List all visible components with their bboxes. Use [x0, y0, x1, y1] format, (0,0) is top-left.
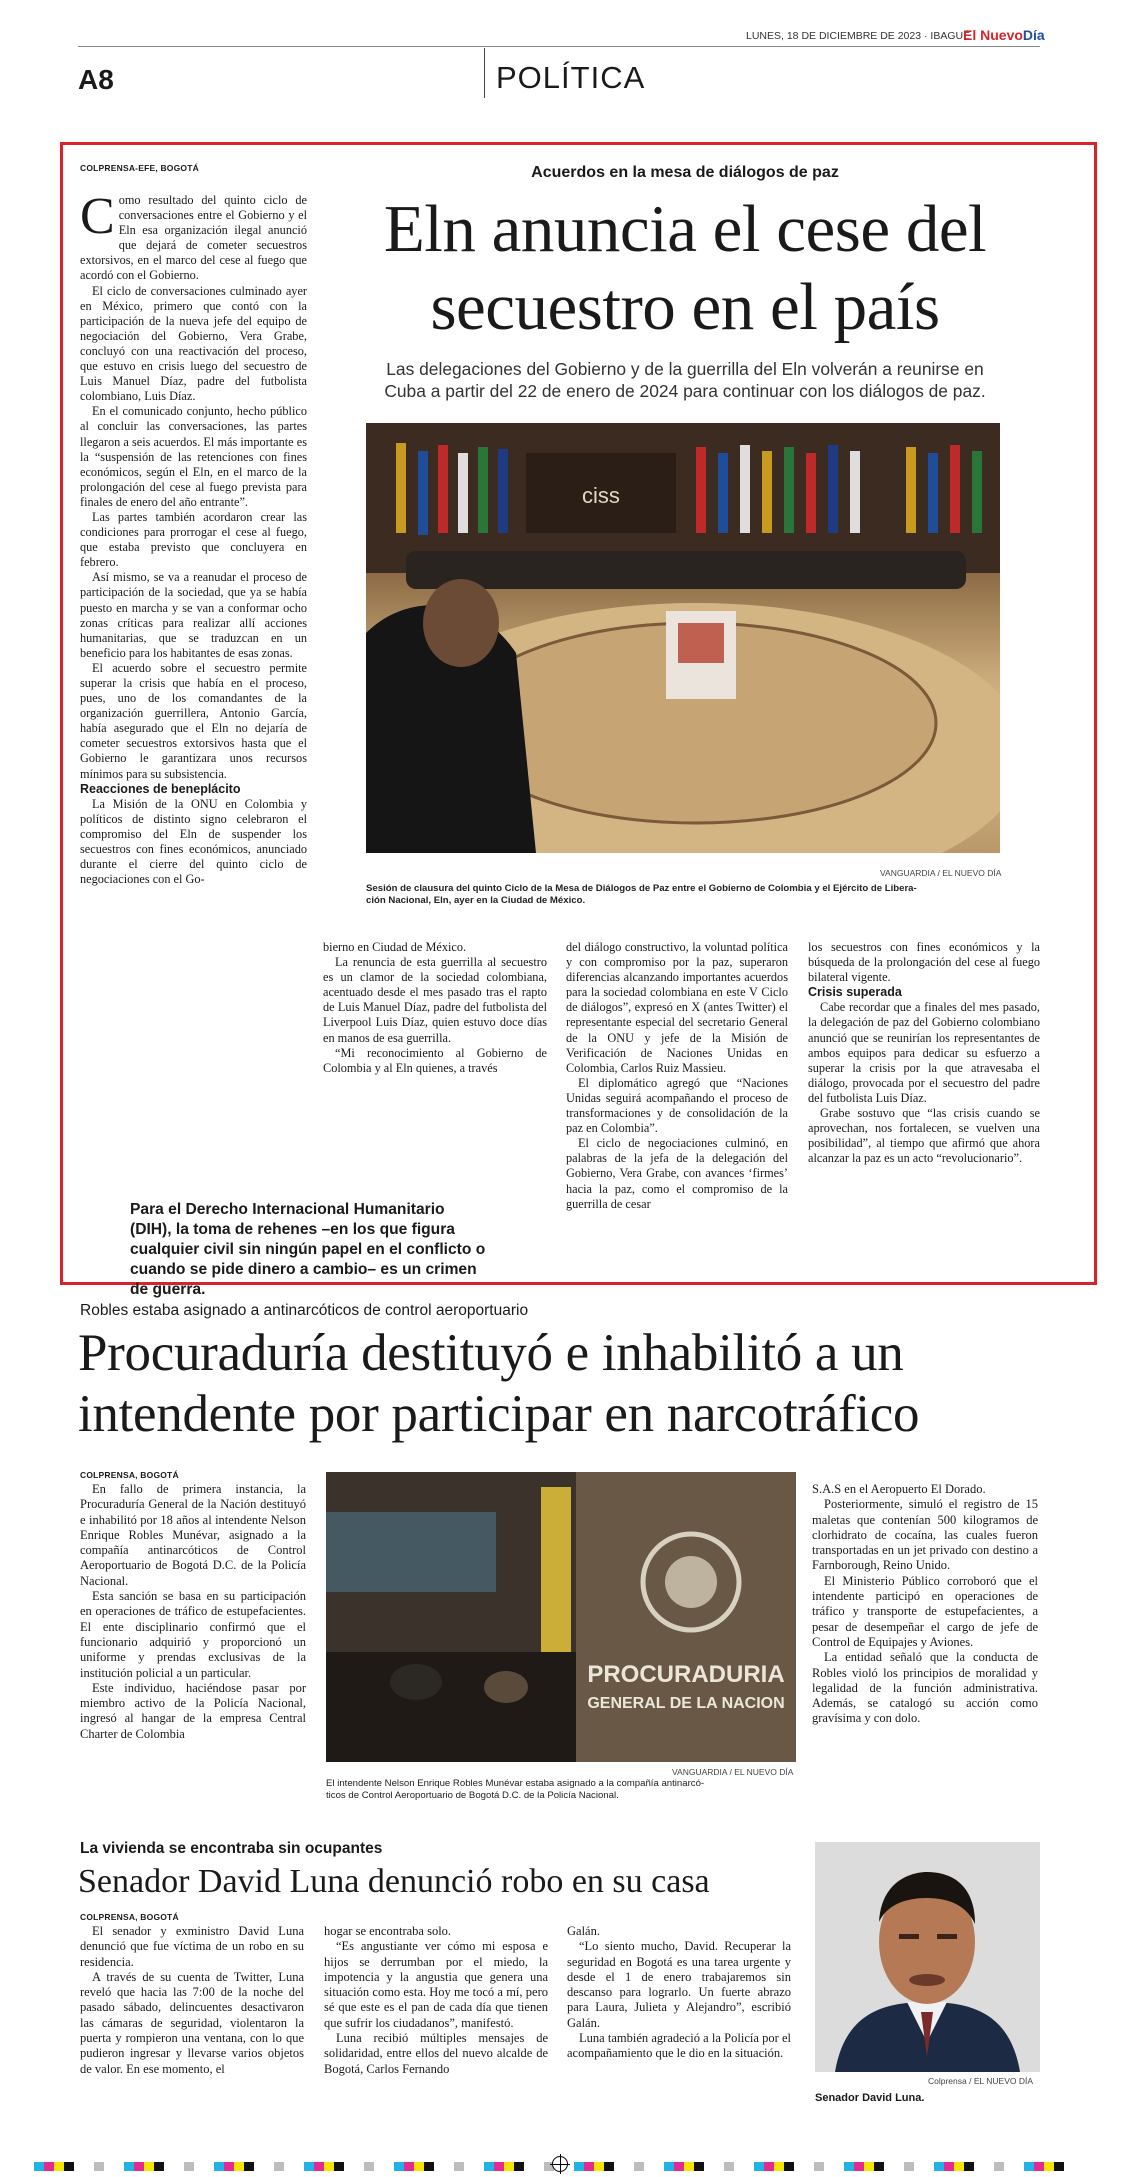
paragraph: El senador y exministro David Luna denunció que fue víctima de un robo en su residencia. [80, 1924, 304, 1969]
photo-credit: VANGUARDIA / EL NUEVO DÍA [672, 1767, 794, 1777]
paragraph: El ciclo de negociaciones culminó, en palabras de la jefa de la delegación del Gobierno, Vera Grabe, con avances ‘firmes’ hacia la paz, como el compromiso de la guerrilla de cesar [566, 1136, 788, 1211]
paragraph: Las partes también acordaron crear las condiciones para prorrogar el cese al fuego, que estaba previsto que concluyera en febrero. [80, 509, 307, 570]
paragraph: bierno en Ciudad de México. [323, 940, 467, 954]
paragraph: En el comunicado conjunto, hecho público al concluir las conversaciones, las partes llegaron a seis acuerdos. El más importante es la “suspensión de las retenciones con fines económicos, según el Eln, en el marco de la prolongación del cese al fuego prevista para finales de enero del año entrante”. [80, 404, 307, 509]
photo-illustration [326, 1472, 796, 1762]
paragraph: Esta sanción se basa en su participación en operaciones de tráfico de estupefacientes. El ente disciplinario confirmó que el funcionario adquirió y proporcionó un uniforme y prendas exclusivas de la institución policial a un particular. [80, 1589, 306, 1680]
deck-line-2: Cuba a partir del 22 de enero de 2024 para continuar con los diálogos de paz. [384, 381, 986, 401]
subheading: Reacciones de beneplácito [80, 781, 241, 796]
paragraph: La Misión de la ONU en Colombia y políticos de distinto signo celebraron el compromiso del Eln de suspender los secuestros con fines económicos, anunciado durante el cierre del quinto ciclo de negociaciones con el Go- [80, 796, 307, 887]
article-column-4 [808, 940, 1040, 1166]
paragraph: omo resultado del quinto ciclo de conversaciones entre el Gobierno y el Eln esa organización ilegal anunció que dejará de cometer secuestros extorsivos, en el marco del cese al fuego que acordó con el Gobierno. [80, 193, 307, 283]
caption-line-2: ción Nacional, Eln, ayer en la Ciudad de México. [366, 895, 586, 906]
headline-line-2: secuestro en el país [430, 270, 940, 344]
pull-quote-line: cualquier civil sin ningún papel en el conflicto o [130, 1241, 486, 1258]
deck [330, 358, 1040, 402]
kicker: Acuerdos en la mesa de diálogos de paz [531, 164, 839, 181]
headline [78, 1323, 1068, 1445]
page-number: A8 [78, 64, 114, 95]
headline: Senador David Luna denunció robo en su casa [78, 1863, 710, 1900]
paragraph: Cabe recordar que a finales del mes pasado, la delegación de paz del Gobierno colombiano anunció que se reunirían los representantes de ambos equipos para dedicar su esfuerzo a superar la crisis por la que atravesaba el diálogo, provocada por el secuestro del padre del futbolista Luis Díaz. [808, 1000, 1040, 1105]
article-column-1 [80, 188, 307, 887]
paragraph: Grabe sostuvo que “las crisis cuando se aprovechan, nos fortalecen, se vuelven una posibilidad”, al tiempo que afirmó que ahora alcanzar la paz es un acto “revolucionario”. [808, 1106, 1040, 1166]
pull-quote-line: Para el Derecho Internacional Humanitario [130, 1201, 445, 1218]
section-divider [484, 48, 485, 98]
drop-cap: C [80, 188, 115, 245]
sign-text-line-2: GENERAL DE LA NACION [587, 1695, 785, 1712]
photo-illustration [815, 1842, 1040, 2072]
paragraph: hogar se encontraba solo. [324, 1924, 452, 1938]
pull-quote-line: cuando se pide dinero a cambio– es un crimen [130, 1261, 477, 1278]
article-column-2 [323, 940, 547, 1076]
subheading: Crisis superada [808, 985, 902, 1000]
byline: COLPRENSA, BOGOTÁ [80, 1470, 179, 1480]
paragraph: “Es angustiante ver cómo mi esposa e hijos se derrumban por el miedo, la impotencia y la angustia que genera una situación como esta. Hoy me tocó a mí, pero sé que este es el pan de cada día que tienen que sufrir los ciudadanos”, manifestó. [324, 1939, 548, 2030]
article-column-1 [80, 1924, 304, 2077]
news-photo-procuraduria [326, 1472, 796, 1762]
news-photo-dialogue-session [366, 423, 1000, 853]
photo-caption: Senador David Luna. [815, 2092, 925, 2104]
paragraph: El ciclo de conversaciones culminado ayer en México, primero que contó con la participación de la nueva jefe del equipo de negociación del Gobierno, Vera Grabe, concluyó con una reactivación del proceso, que estuvo en crisis luego del secuestro de Luis Manuel Díaz, padre del futbolista colombiano, Luis Díaz. [80, 283, 307, 404]
kicker: Robles estaba asignado a antinarcóticos de control aeroportuario [80, 1302, 529, 1319]
paragraph: Luna también agradeció a la Policía por el acompañamiento que le dio en la situación. [567, 2031, 791, 2061]
caption-line-1: Sesión de clausura del quinto Ciclo de la Mesa de Diálogos de Paz entre el Gobierno de Colombia y el Ejército de Libera- [366, 883, 917, 894]
brand-logo-text: El Nuevo [963, 27, 1023, 43]
photo-credit: VANGUARDIA / EL NUEVO DÍA [880, 868, 1002, 878]
paragraph: del diálogo constructivo, la voluntad política y con compromiso por la paz, superaron diferencias alcanzando importantes acuerdos para la sociedad colombiana en este V Ciclo de diálogos”, expresó en X (antes Twitter) el representante especial del secretario General de la ONU y jefe de la Misión de Verificación de Naciones Unidas en Colombia, Carlos Ruiz Massieu. [566, 940, 788, 1075]
paragraph: los secuestros con fines económicos y la búsqueda de la prolongación del cese al fuego bilateral vigente. [808, 940, 1040, 985]
article-column-3 [566, 940, 788, 1212]
header-rule [78, 46, 1040, 47]
photo-logo-text: ciss [582, 483, 620, 508]
paragraph: El Ministerio Público corroboró que el intendente participó en operaciones de tráfico y transporte de estupefacientes, a pesar de desempeñar el cargo de jefe de Control de Equipajes y Aviones. [812, 1573, 1038, 1649]
article-column-3 [812, 1482, 1038, 1727]
paragraph: En fallo de primera instancia, la Procuraduría General de la Nación destituyó e inhabilitó por 18 años al intendente Nelson Enrique Robles Munévar, asignado a la compañía antinarcóticos de Control Aeroportuario de Bogotá D.C. de la Policía Nacional. [80, 1482, 306, 1588]
paragraph: La entidad señaló que la conducta de Robles violó los principios de moralidad y legalidad de la función administrativa. Además, se catalogó su acción como gravísima y con dolo. [812, 1650, 1038, 1726]
portrait-photo-david-luna [815, 1842, 1040, 2072]
sign-text-line-1: PROCURADURIA [587, 1661, 785, 1688]
section-title: POLÍTICA [496, 60, 646, 95]
paragraph: Así mismo, se va a reanudar el proceso de participación de la sociedad, que ya se había puesto en marcha y se van a conformar ocho zonas críticas para realizar allí acciones humanitarias, que se traduzcan en un beneficio para los habitantes de esas zonas. [80, 570, 307, 660]
paragraph: S.A.S en el Aeropuerto El Dorado. [812, 1482, 986, 1496]
caption-line-1: El intendente Nelson Enrique Robles Munévar estaba asignado a la compañía antinarcó- [326, 1778, 705, 1789]
headline-line-2: intendente por participar en narcotráfico [78, 1385, 920, 1443]
paragraph: El acuerdo sobre el secuestro permite superar la crisis que había en el proceso, pues, uno de los comandantes de la organización guerrillera, Antonio García, había asegurado que el Eln no dejaría de cometer secuestros extorsivos hasta que el Gobierno le garantizara unos recursos mínimos para su subsistencia. [80, 660, 307, 781]
paragraph: A través de su cuenta de Twitter, Luna reveló que hacia las 7:00 de la noche del pasado sábado, delincuentes desactivaron las cámaras de seguridad, violentaron la puerta y rompieron una ventana, con lo que pudieron ingresar y llevarse varios objetos de valor. En ese momento, el [80, 1969, 304, 2076]
brand-logo-text-2: Día [1022, 27, 1045, 43]
headline-line-1: Eln anuncia el cese del [383, 192, 987, 266]
photo-caption [326, 1778, 806, 1802]
paragraph: El diplomático agregó que “Naciones Unidas seguirá acompañando el proceso de transformaciones y de consolidación de la paz en Colombia”. [566, 1075, 788, 1136]
deck-line-1: Las delegaciones del Gobierno y de la guerrilla del Eln volverán a reunirse en [386, 359, 984, 379]
paragraph: “Lo siento mucho, David. Recuperar la seguridad en Bogotá es una tarea urgente y desde el 1 de enero trabajaremos sin descanso para lograrlo. Un fuerte abrazo para Laura, Julieta y Alejandro”, escribió Galán. [567, 1939, 791, 2030]
paragraph: Posteriormente, simuló el registro de 15 maletas que contenían 500 kilogramos de clorhidrato de cocaína, las cuales fueron transportadas en un jet privado con destino a Farnborough, Reino Unido. [812, 1497, 1038, 1573]
byline: COLPRENSA, BOGOTÁ [80, 1912, 179, 1922]
paragraph: Luna recibió múltiples mensajes de solidaridad, entre ellos del nuevo alcalde de Bogotá, Carlos Fernando [324, 2031, 548, 2076]
registration-mark-icon [552, 2156, 568, 2172]
article-column-2 [324, 1924, 548, 2077]
photo-illustration [366, 423, 1000, 853]
article-column-3 [567, 1924, 791, 2062]
paragraph: Este individuo, haciéndose pasar por miembro activo de la Policía Nacional, ingresó al hangar de la empresa Central Charter de Colombia [80, 1680, 306, 1741]
paragraph: “Mi reconocimiento al Gobierno de Colombia y al Eln quienes, a través [323, 1045, 547, 1075]
photo-credit: Colprensa / EL NUEVO DÍA [928, 2076, 1034, 2086]
pull-quote [130, 1200, 550, 1300]
kicker: La vivienda se encontraba sin ocupantes [80, 1840, 383, 1857]
paragraph: Galán. [567, 1924, 600, 1938]
date-line: LUNES, 18 DE DICIEMBRE DE 2023 · IBAGUÉ [746, 30, 971, 42]
paragraph: La renuncia de esta guerrilla al secuestro es un clamor de la sociedad colombiana, acentuado desde el mes pasado tras el rapto de Luis Manuel Díaz, padre del futbolista del Liverpool Luis Díaz, quien estuvo doce días en manos de esa guerrilla. [323, 955, 547, 1045]
brand-logo [963, 27, 1045, 43]
byline: COLPRENSA-EFE, BOGOTÁ [80, 163, 199, 173]
headline-line-1: Procuraduría destituyó e inhabilitó a un [78, 1324, 904, 1382]
photo-caption [366, 883, 1006, 907]
article-column-1 [80, 1482, 306, 1742]
headline [330, 190, 1040, 346]
pull-quote-line: (DIH), la toma de rehenes –en los que figura [130, 1221, 455, 1238]
pull-quote-line: de guerra. [130, 1281, 206, 1298]
caption-line-2: ticos de Control Aeroportuario de Bogotá D.C. de la Policía Nacional. [326, 1790, 619, 1801]
